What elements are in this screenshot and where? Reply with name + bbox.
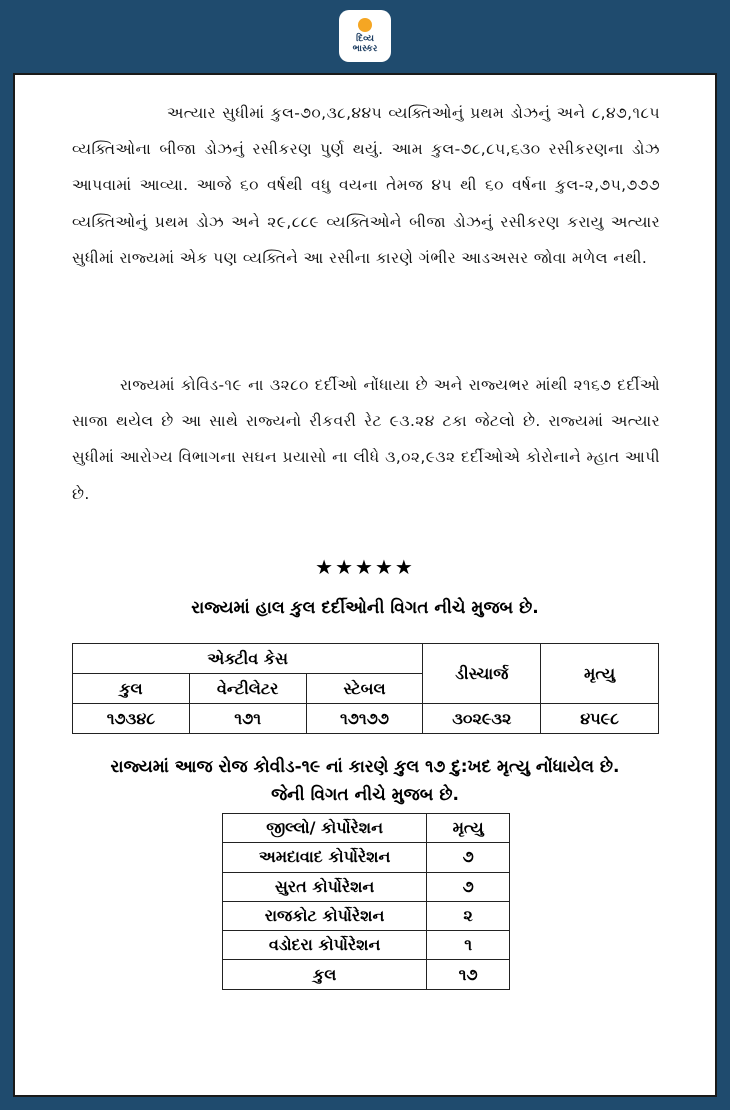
divya-bhaskar-logo [339, 10, 391, 62]
total-label: કુલ [223, 960, 427, 989]
summary-heading: રાજ્યમાં હાલ કુલ દર્દીઓની વિગત નીચે મુજબ છે. [191, 598, 539, 618]
star-divider: ★★★★★ [315, 555, 415, 579]
discharge-value: ૩૦૨૯૩૨ [423, 704, 541, 734]
death-value: ૪૫૯૮ [541, 704, 659, 734]
table-row-total [223, 960, 510, 989]
table-row [223, 872, 510, 901]
district-name: રાજકોટ કોર્પોરેશન [223, 901, 427, 930]
district-name: વડોદરા કોર્પોરેશન [223, 931, 427, 960]
logo-text-line2: ભાસ્કર [352, 44, 378, 54]
death-count: ૧ [427, 931, 510, 960]
logo-text-line1: દિવ્ય [356, 34, 374, 44]
death-header: મૃત્યુ [541, 644, 659, 704]
death-count: ૨ [427, 901, 510, 930]
death-count-header: મૃત્યુ [427, 814, 510, 843]
district-name: અમદાવાદ કોર્પોરેશન [223, 843, 427, 872]
patient-summary-table [72, 643, 659, 734]
deaths-heading [15, 753, 715, 809]
total-header: કુલ [73, 674, 190, 704]
discharge-header: ડીસ્ચાર્જ [423, 644, 541, 704]
deaths-table [222, 813, 510, 990]
stable-value: ૧૭૧૭૭ [306, 704, 423, 734]
death-count: ૭ [427, 843, 510, 872]
table-row [223, 843, 510, 872]
total-value: ૧૭૩૪૮ [73, 704, 190, 734]
active-cases-header: એક્ટીવ કેસ [73, 644, 423, 674]
table-row [223, 901, 510, 930]
death-count: ૭ [427, 872, 510, 901]
press-release-page [13, 73, 717, 1097]
table-row [223, 931, 510, 960]
recovery-paragraph: રાજ્યમાં કોવિડ-૧૯ ના ૩૨૮૦ દર્દીઓ નોંધાયા છે અને રાજ્યભર માંથી ૨૧૬૭ દર્દીઓ સાજા થયેલ છે આ સાથે રાજ્યનો રીકવરી રેટ ૯૩.૨૪ ટકા જેટલો છે. રાજ્યમાં અત્યાર સુધીમાં આરોગ્ય વિભાગના સઘન પ્રયાસો ના લીધે ૩,૦૨,૯૩૨ દર્દીઓએ કોરોનાને મ્હાત આપી છે. [72, 376, 660, 503]
total-death-count: ૧૭ [427, 960, 510, 989]
district-header: જીલ્લો/ કોર્પોરેશન [223, 814, 427, 843]
ventilator-header: વેન્ટીલેટર [189, 674, 306, 704]
ventilator-value: ૧૭૧ [189, 704, 306, 734]
sun-icon [358, 18, 372, 32]
deaths-heading-line1: રાજ્યમાં આજ રોજ કોવીડ-૧૯ નાં કારણે કુલ ૧૭ દુ:ખદ મૃત્યુ નોંધાયેલ છે. [110, 757, 620, 777]
vaccination-paragraph: અત્યાર સુધીમાં કુલ-૭૦,૩૮,૪૪૫ વ્યક્તિઓનું પ્રથમ ડોઝનું અને ૮,૪૭,૧૮૫ વ્યક્તિઓના બીજા ડોઝનું રસીકરણ પુર્ણ થયું. આમ કુલ-૭૮,૮૫,૬૩૦ રસીકરણના ડોઝ આપવામાં આવ્યા. આજે ૬૦ વર્ષથી વધુ વયના તેમજ ૪૫ થી ૬૦ વર્ષના કુલ-૨,૭૫,૭૭૭ વ્યક્તિઓનું પ્રથમ ડોઝ અને ૨૯,૮૮૯ વ્યક્તિઓને બીજા ડોઝનું રસીકરણ કરાયુ અત્યાર સુધીમાં રાજ્યમાં એક પણ વ્યક્તિને આ રસીના કારણે ગંભીર આડઅસર જોવા મળેલ નથી. [72, 104, 660, 267]
deaths-heading-line2: જેની વિગત નીચે મુજબ છે. [271, 785, 459, 805]
stable-header: સ્ટેબલ [306, 674, 423, 704]
district-name: સુરત કોર્પોરેશન [223, 872, 427, 901]
